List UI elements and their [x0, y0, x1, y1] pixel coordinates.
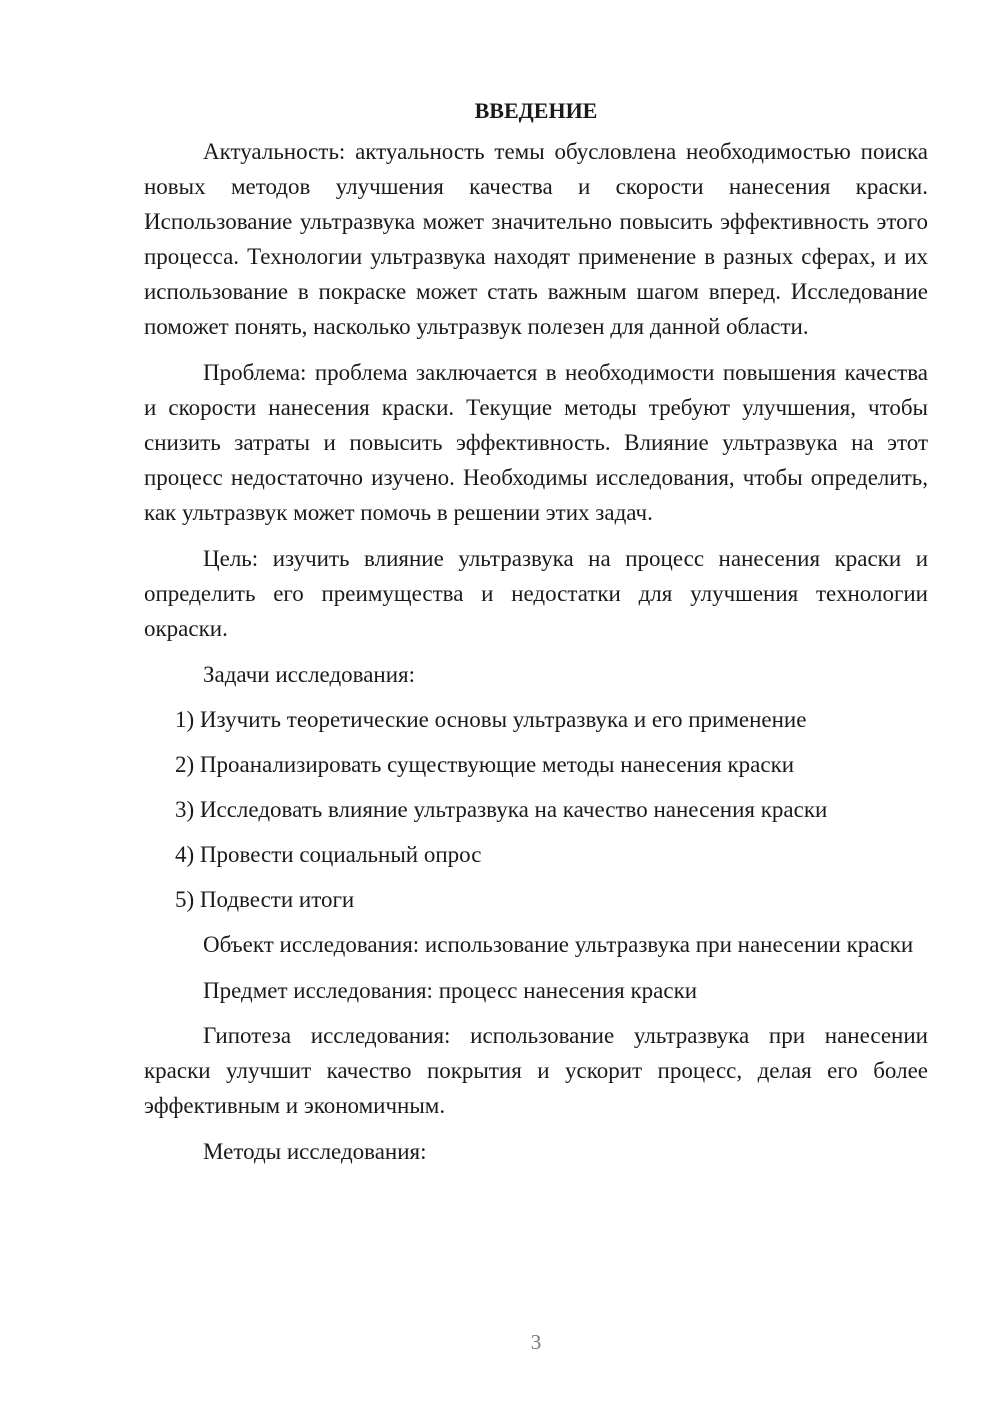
list-item: 1) Изучить теоретические основы ультразвука и его применение [175, 707, 807, 732]
tasks-list [144, 702, 928, 917]
page-content [144, 93, 928, 1179]
list-item: 5) Подвести итоги [175, 887, 355, 912]
list-item: 4) Провести социальный опрос [175, 842, 482, 867]
paragraph-object: Объект исследования: использование ультразвука при нанесении краски [203, 932, 914, 957]
paragraph-hypothesis: Гипотеза исследования: использование ультразвука при нанесении краски улучшит качество покрытия и ускорит процесс, делая его более эффективным и экономичным. [144, 1023, 928, 1118]
list-item: 2) Проанализировать существующие методы нанесения краски [175, 752, 795, 777]
paragraph-relevance: Актуальность: актуальность темы обусловлена необходимостью поиска новых методов улучшения качества и скорости нанесения краски. Использование ультразвука может значительно повысить эффективность этого процесса. Технологии ультразвука находят применение в разных сферах, и их использование в покраске может стать важным шагом вперед. Исследование поможет понять, насколько ультразвук полезен для данной области. [144, 139, 928, 339]
list-item: 3) Исследовать влияние ультразвука на качество нанесения краски [175, 797, 828, 822]
paragraph-goal: Цель: изучить влияние ультразвука на процесс нанесения краски и определить его преимущества и недостатки для улучшения технологии окраски. [144, 546, 928, 641]
methods-heading: Методы исследования: [203, 1139, 427, 1164]
paragraph-subject: Предмет исследования: процесс нанесения краски [203, 978, 698, 1003]
tasks-heading: Задачи исследования: [203, 662, 416, 687]
section-title: ВВЕДЕНИЕ [474, 98, 598, 123]
page-number: 3 [530, 1330, 542, 1354]
paragraph-problem: Проблема: проблема заключается в необходимости повышения качества и скорости нанесения краски. Текущие методы требуют улучшения, чтобы снизить затраты и повысить эффективность. Влияние ультразвука на этот процесс недостаточно изучено. Необходимы исследования, чтобы определить, как ультразвук может помочь в решении этих задач. [144, 360, 928, 525]
